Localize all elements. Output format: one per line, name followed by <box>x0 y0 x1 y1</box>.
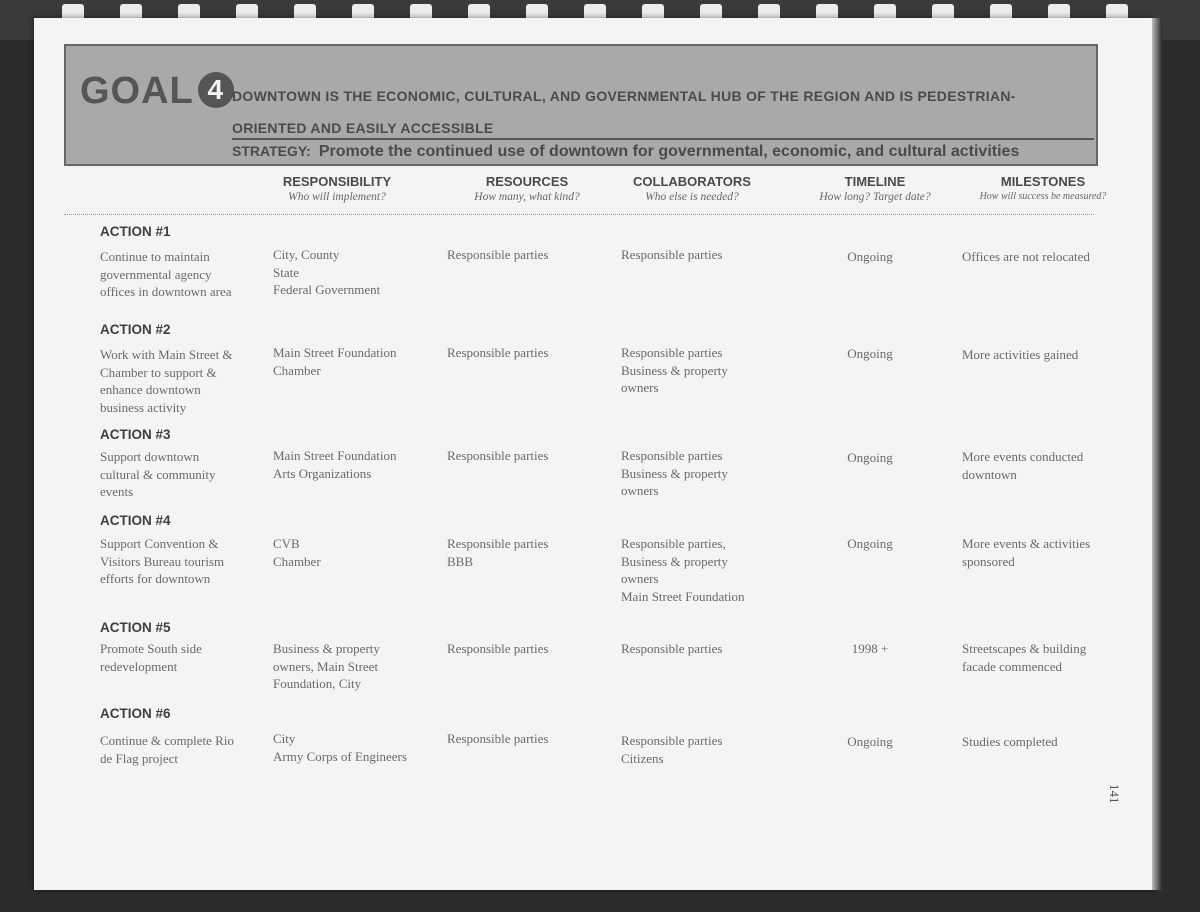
column-header-responsibility <box>262 174 412 203</box>
column-header-collaborators <box>612 174 772 203</box>
action-responsibility: Main Street Foundation Chamber <box>273 345 397 378</box>
action-description: Support Convention & Visitors Bureau tourism efforts for downtown <box>100 536 225 586</box>
column-subtitle: How many, what kind? <box>474 191 580 203</box>
action-resources: Responsible parties <box>447 731 549 746</box>
action-timeline: Ongoing <box>847 346 893 361</box>
column-title: MILESTONES <box>1000 174 1086 189</box>
action-milestones: Streetscapes & building facade commenced <box>962 641 1087 674</box>
action-milestones: More activities gained <box>962 347 1079 362</box>
column-header-milestones <box>958 174 1128 202</box>
action-title: ACTION #2 <box>100 322 171 337</box>
action-collaborators: Responsible parties <box>621 247 723 262</box>
column-header-resources <box>452 174 602 203</box>
action-responsibility: City Army Corps of Engineers <box>273 731 407 764</box>
action-description: Work with Main Street & Chamber to support & enhance downtown business activity <box>100 347 233 415</box>
action-description: Support downtown cultural & community events <box>100 449 216 499</box>
action-responsibility: CVB Chamber <box>273 536 321 569</box>
action-title: ACTION #6 <box>100 706 171 721</box>
action-collaborators: Responsible parties <box>621 641 723 656</box>
action-description: Promote South side redevelopment <box>100 641 202 674</box>
action-timeline: 1998 + <box>851 641 889 656</box>
action-collaborators: Responsible parties Business & property owners <box>621 448 728 498</box>
goal-statement-line2: ORIENTED AND EASILY ACCESSIBLE <box>232 120 494 136</box>
goal-heading <box>80 70 234 113</box>
column-title: TIMELINE <box>844 174 906 189</box>
header-rule <box>232 138 1094 140</box>
action-collaborators: Responsible parties, Business & property owners Main Street Foundation <box>621 536 745 604</box>
column-title: RESOURCES <box>485 174 569 189</box>
action-timeline: Ongoing <box>847 249 893 264</box>
column-title: RESPONSIBILITY <box>282 174 392 189</box>
action-resources: Responsible parties <box>447 247 549 262</box>
action-resources: Responsible parties <box>447 448 549 463</box>
action-milestones: More events & activities sponsored <box>962 536 1091 569</box>
column-subtitle: How will success be measured? <box>979 191 1107 202</box>
goal-statement-line1: DOWNTOWN IS THE ECONOMIC, CULTURAL, AND GOVERNMENTAL HUB OF THE REGION AND IS PEDESTRIAN- <box>232 88 1016 104</box>
action-responsibility: City, County State Federal Government <box>273 247 381 297</box>
goal-number-badge: 4 <box>198 72 234 108</box>
page-number: 141 <box>1107 784 1122 804</box>
action-timeline: Ongoing <box>847 536 893 551</box>
action-title: ACTION #1 <box>100 224 171 239</box>
action-resources: Responsible parties BBB <box>447 536 549 569</box>
action-description: Continue to maintain governmental agency offices in downtown area <box>100 249 232 299</box>
action-title: ACTION #3 <box>100 427 171 442</box>
column-subtitle: How long? Target date? <box>819 191 931 203</box>
action-collaborators: Responsible parties Citizens <box>621 733 723 766</box>
action-timeline: Ongoing <box>847 450 893 465</box>
column-subtitle: Who will implement? <box>288 191 386 203</box>
header-divider <box>64 214 1094 215</box>
column-header-timeline <box>800 174 950 203</box>
action-title: ACTION #4 <box>100 513 171 528</box>
action-collaborators: Responsible parties Business & property owners <box>621 345 728 395</box>
action-milestones: More events conducted downtown <box>962 449 1084 482</box>
action-responsibility: Main Street Foundation Arts Organizations <box>273 448 397 481</box>
action-milestones: Studies completed <box>962 734 1058 749</box>
action-milestones: Offices are not relocated <box>962 249 1090 264</box>
action-responsibility: Business & property owners, Main Street Foundation, City <box>273 641 380 691</box>
action-resources: Responsible parties <box>447 345 549 360</box>
strategy-text: Promote the continued use of downtown for governmental, economic, and cultural activities <box>318 143 1020 160</box>
action-timeline: Ongoing <box>847 734 893 749</box>
page-edge-shadow <box>1152 18 1162 890</box>
strategy-label: STRATEGY: <box>232 143 311 159</box>
action-title: ACTION #5 <box>100 620 171 635</box>
action-resources: Responsible parties <box>447 641 549 656</box>
goal-label: GOAL <box>80 70 194 112</box>
column-title: COLLABORATORS <box>633 174 751 189</box>
column-subtitle: Who else is needed? <box>645 191 739 203</box>
strategy-line <box>232 143 1019 161</box>
action-description: Continue & complete Rio de Flag project <box>100 733 234 766</box>
